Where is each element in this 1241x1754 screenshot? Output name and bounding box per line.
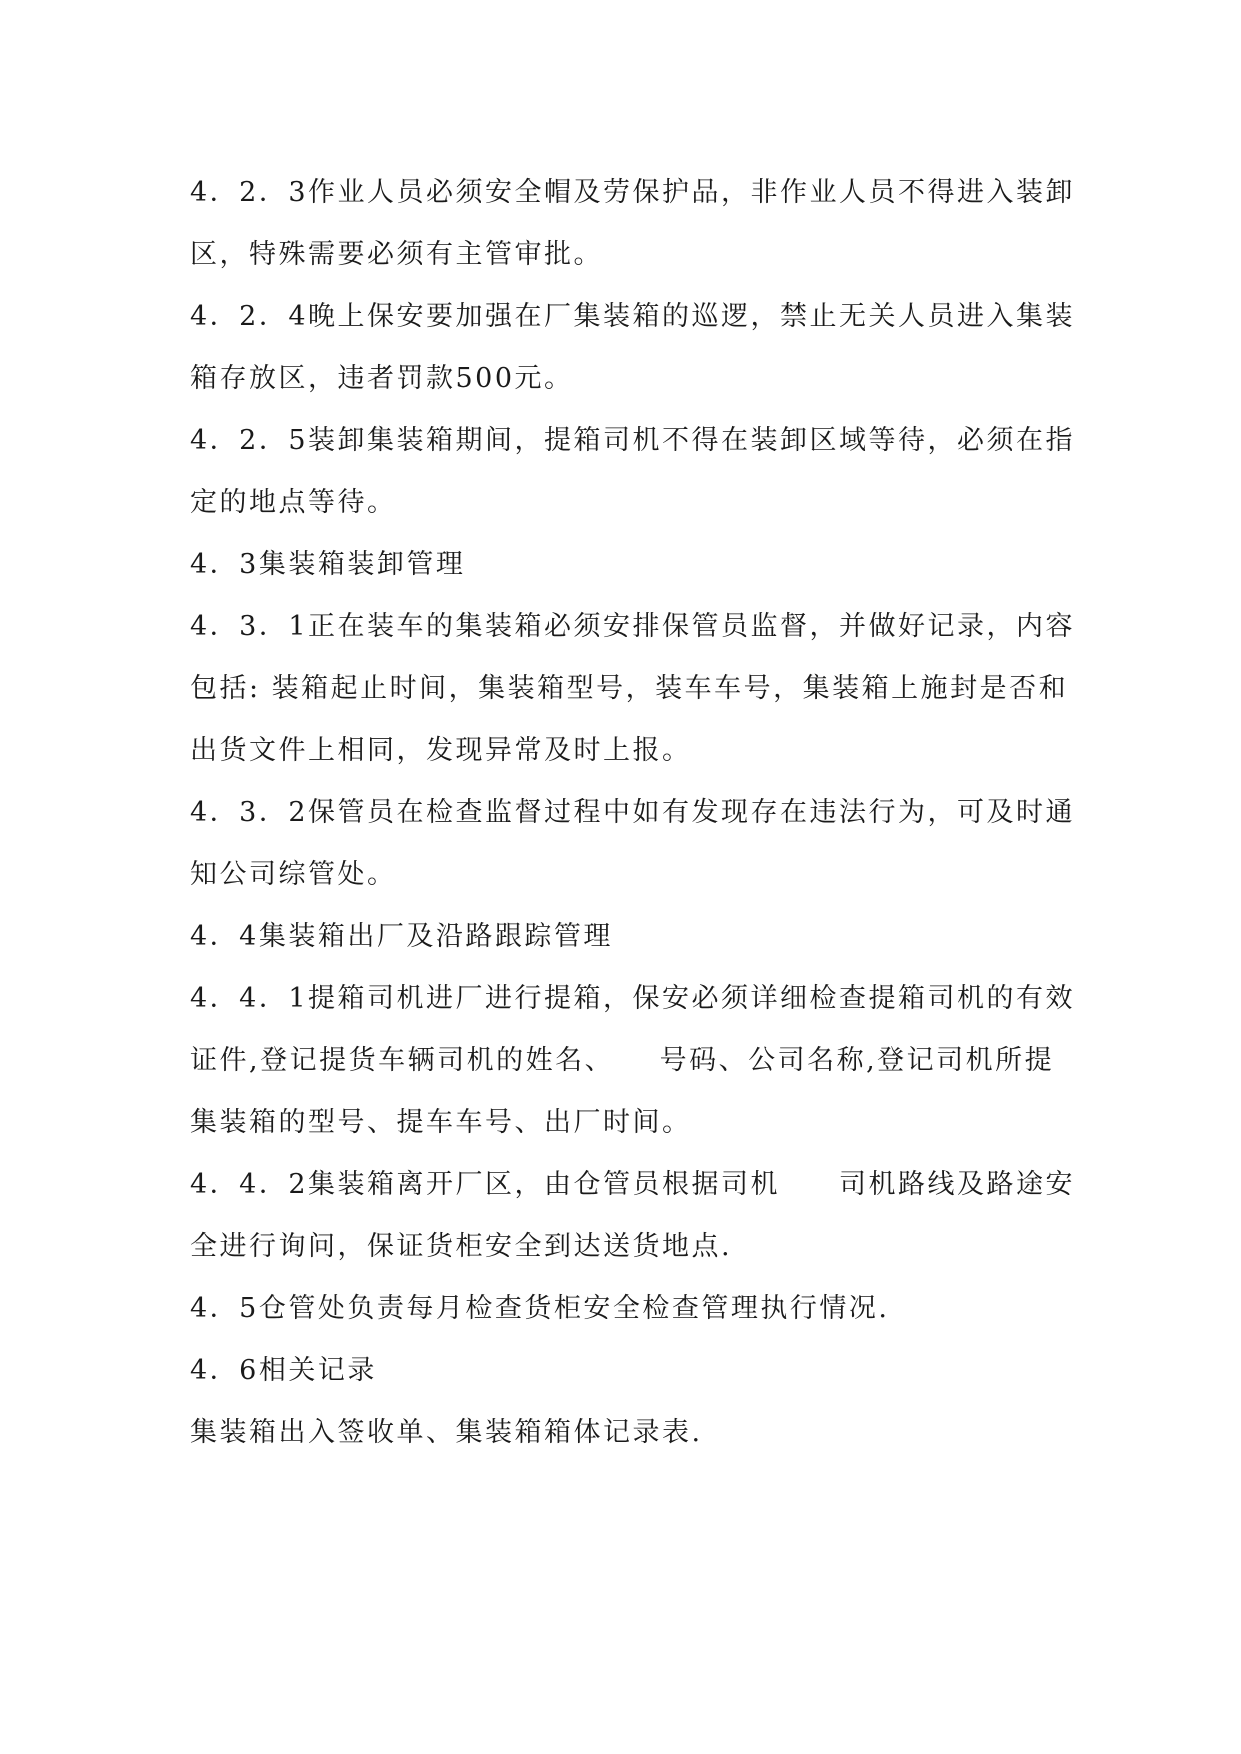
text-line: 箱存放区，违者罚款500元。 — [190, 363, 574, 394]
section-heading: 4．4集装箱出厂及沿路跟踪管理 — [190, 921, 613, 952]
document-body — [190, 162, 1076, 1464]
text-line: 知公司综管处。 — [190, 859, 397, 890]
text-line: 证件,登记提货车辆司机的姓名、 号码、公司名称,登记司机所提 — [190, 1045, 1055, 1076]
text-line: 区，特殊需要必须有主管审批。 — [190, 239, 603, 270]
text-line: 集装箱的型号、提车车号、出厂时间。 — [190, 1107, 692, 1138]
text-line: 4．2．5装卸集装箱期间，提箱司机不得在装卸区域等待，必须在指 — [190, 425, 1076, 456]
text-line: 4．4．2集装箱离开厂区，由仓管员根据司机 司机路线及路途安 — [190, 1169, 1076, 1200]
text-line: 全进行询问，保证货柜安全到达送货地点. — [190, 1231, 733, 1262]
section-heading: 4．5仓管处负责每月检查货柜安全检查管理执行情况. — [190, 1293, 890, 1324]
text-line: 4．3．1正在装车的集装箱必须安排保管员监督，并做好记录，内容 — [190, 611, 1076, 642]
section-heading: 4．6相关记录 — [190, 1355, 377, 1386]
text-line: 集装箱出入签收单、集装箱箱体记录表. — [190, 1417, 703, 1448]
text-line: 4．2．3作业人员必须安全帽及劳保护品，非作业人员不得进入装卸 — [190, 177, 1076, 208]
text-line: 4．2．4晚上保安要加强在厂集装箱的巡逻，禁止无关人员进入集装 — [190, 301, 1076, 332]
section-heading: 4．3集装箱装卸管理 — [190, 549, 466, 580]
text-line: 包括: 装箱起止时间，集装箱型号，装车车号，集装箱上施封是否和 — [190, 673, 1069, 704]
text-line: 定的地点等待。 — [190, 487, 397, 518]
text-line: 4．3．2保管员在检查监督过程中如有发现存在违法行为，可及时通 — [190, 797, 1076, 828]
text-line: 出货文件上相同，发现异常及时上报。 — [190, 735, 692, 766]
text-line: 4．4．1提箱司机进厂进行提箱，保安必须详细检查提箱司机的有效 — [190, 983, 1076, 1014]
